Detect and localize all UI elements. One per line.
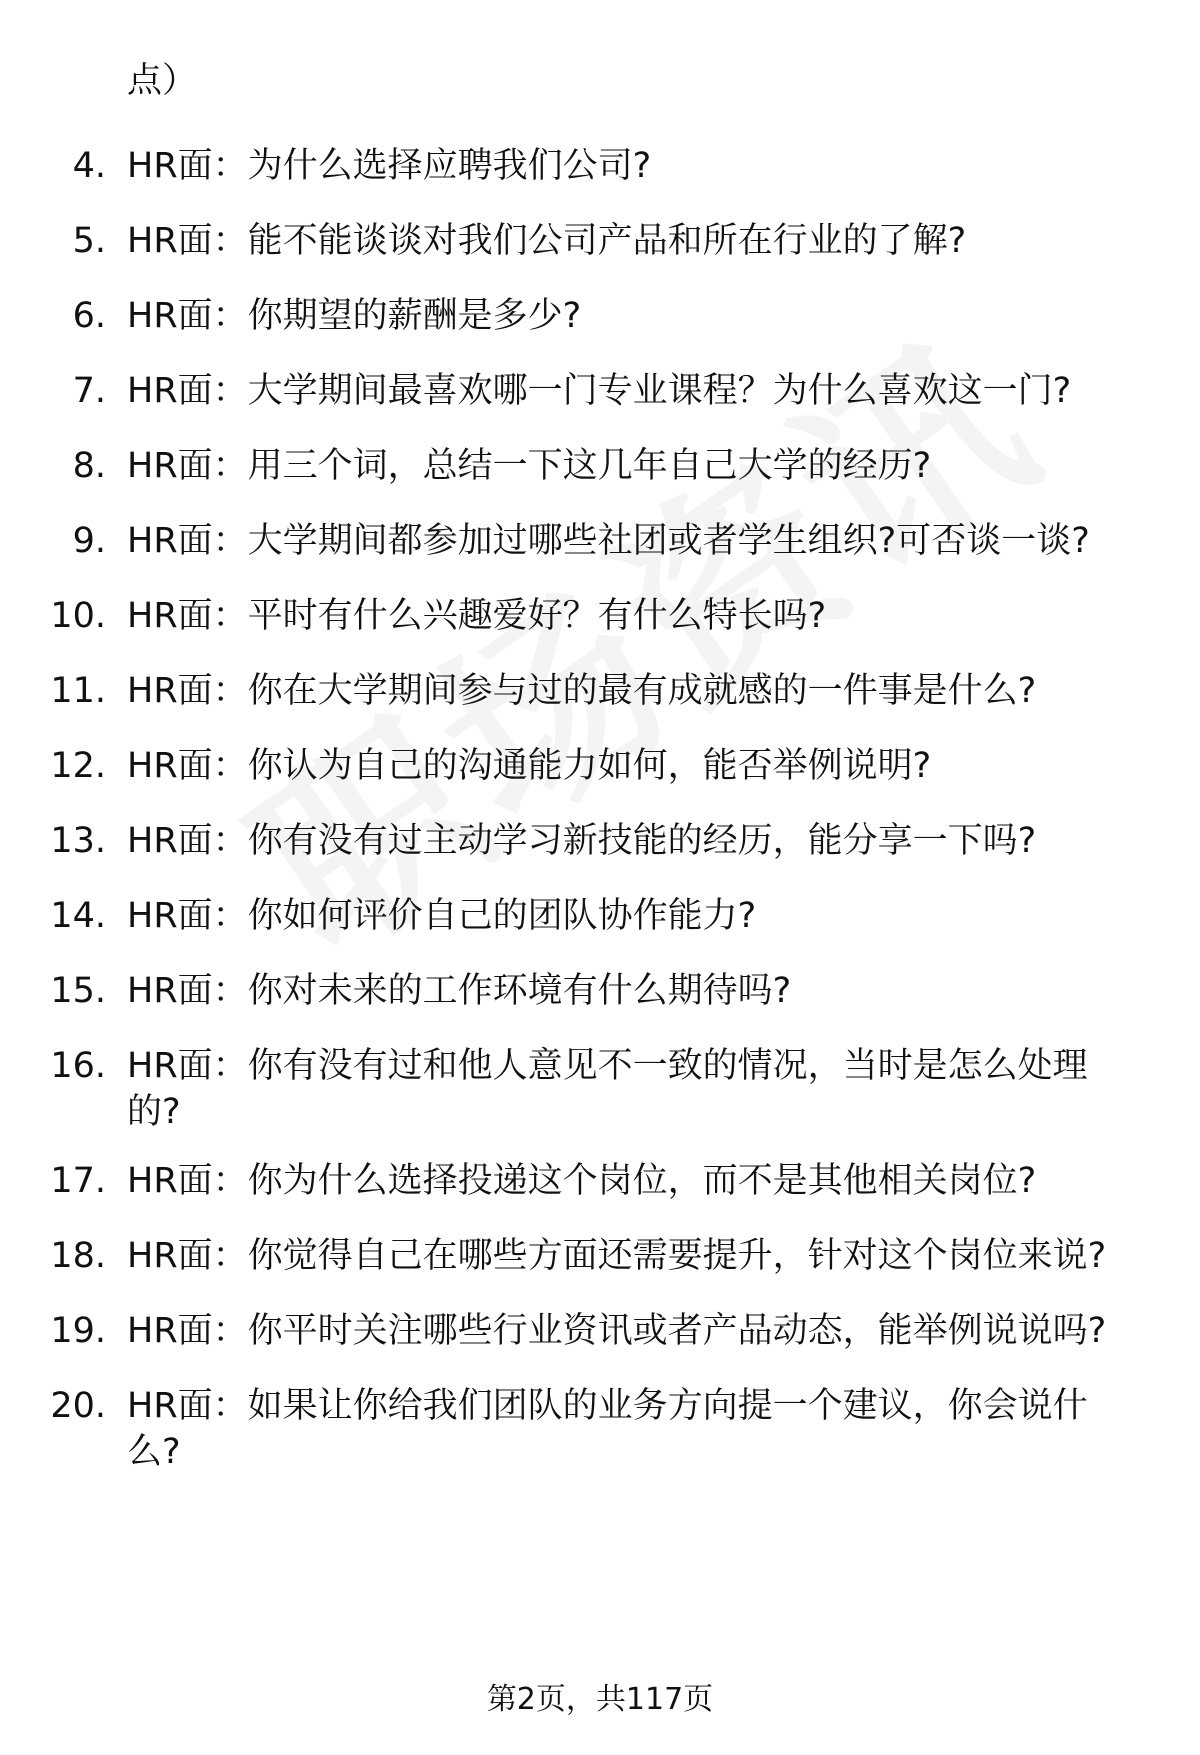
question-number: 8.: [72, 446, 106, 486]
question-text: HR面：大学期间最喜欢哪一门专业课程？为什么喜欢这一门?: [127, 371, 1072, 411]
question-text: HR面：你在大学期间参与过的最有成就感的一件事是什么?: [127, 671, 1037, 711]
question-text: HR面：你如何评价自己的团队协作能力?: [127, 896, 757, 936]
question-number: 16.: [50, 1046, 106, 1086]
question-text: HR面：如果让你给我们团队的业务方向提一个建议，你会说什么?: [127, 1386, 1088, 1472]
question-number: 7.: [72, 371, 106, 411]
page-footer: 第2页，共117页: [486, 1682, 714, 1717]
question-text: HR面：你为什么选择投递这个岗位，而不是其他相关岗位?: [127, 1161, 1037, 1201]
continuation-text: 点）: [127, 61, 198, 101]
question-number: 18.: [50, 1236, 106, 1276]
question-text: HR面：用三个词，总结一下这几年自己大学的经历?: [127, 446, 932, 486]
question-text: HR面：你平时关注哪些行业资讯或者产品动态，能举例说说吗?: [127, 1311, 1107, 1351]
question-text: HR面：你有没有过主动学习新技能的经历，能分享一下吗?: [127, 821, 1037, 861]
question-number: 5.: [72, 221, 106, 261]
question-text: HR面：能不能谈谈对我们公司产品和所在行业的了解?: [127, 221, 967, 261]
question-number: 19.: [50, 1311, 106, 1351]
question-number: 6.: [72, 296, 106, 336]
question-number: 10.: [50, 596, 106, 636]
question-number: 14.: [50, 896, 106, 936]
question-text: HR面：你对未来的工作环境有什么期待吗?: [127, 971, 792, 1011]
question-text: HR面：平时有什么兴趣爱好？有什么特长吗?: [127, 596, 827, 636]
question-text: HR面：你觉得自己在哪些方面还需要提升，针对这个岗位来说?: [127, 1236, 1107, 1276]
question-number: 13.: [50, 821, 106, 861]
question-number: 4.: [72, 146, 106, 186]
question-text: HR面：大学期间都参加过哪些社团或者学生组织?可否谈一谈?: [127, 521, 1090, 561]
question-text: HR面：你认为自己的沟通能力如何，能否举例说明?: [127, 746, 932, 786]
question-number: 9.: [72, 521, 106, 561]
question-number: 17.: [50, 1161, 106, 1201]
question-number: 11.: [50, 671, 106, 711]
question-text: HR面：为什么选择应聘我们公司?: [127, 146, 652, 186]
question-number: 20.: [50, 1386, 106, 1426]
question-number: 15.: [50, 971, 106, 1011]
question-text: HR面：你有没有过和他人意见不一致的情况，当时是怎么处理的?: [127, 1046, 1088, 1132]
question-number: 12.: [50, 746, 106, 786]
question-text: HR面：你期望的薪酬是多少?: [127, 296, 582, 336]
